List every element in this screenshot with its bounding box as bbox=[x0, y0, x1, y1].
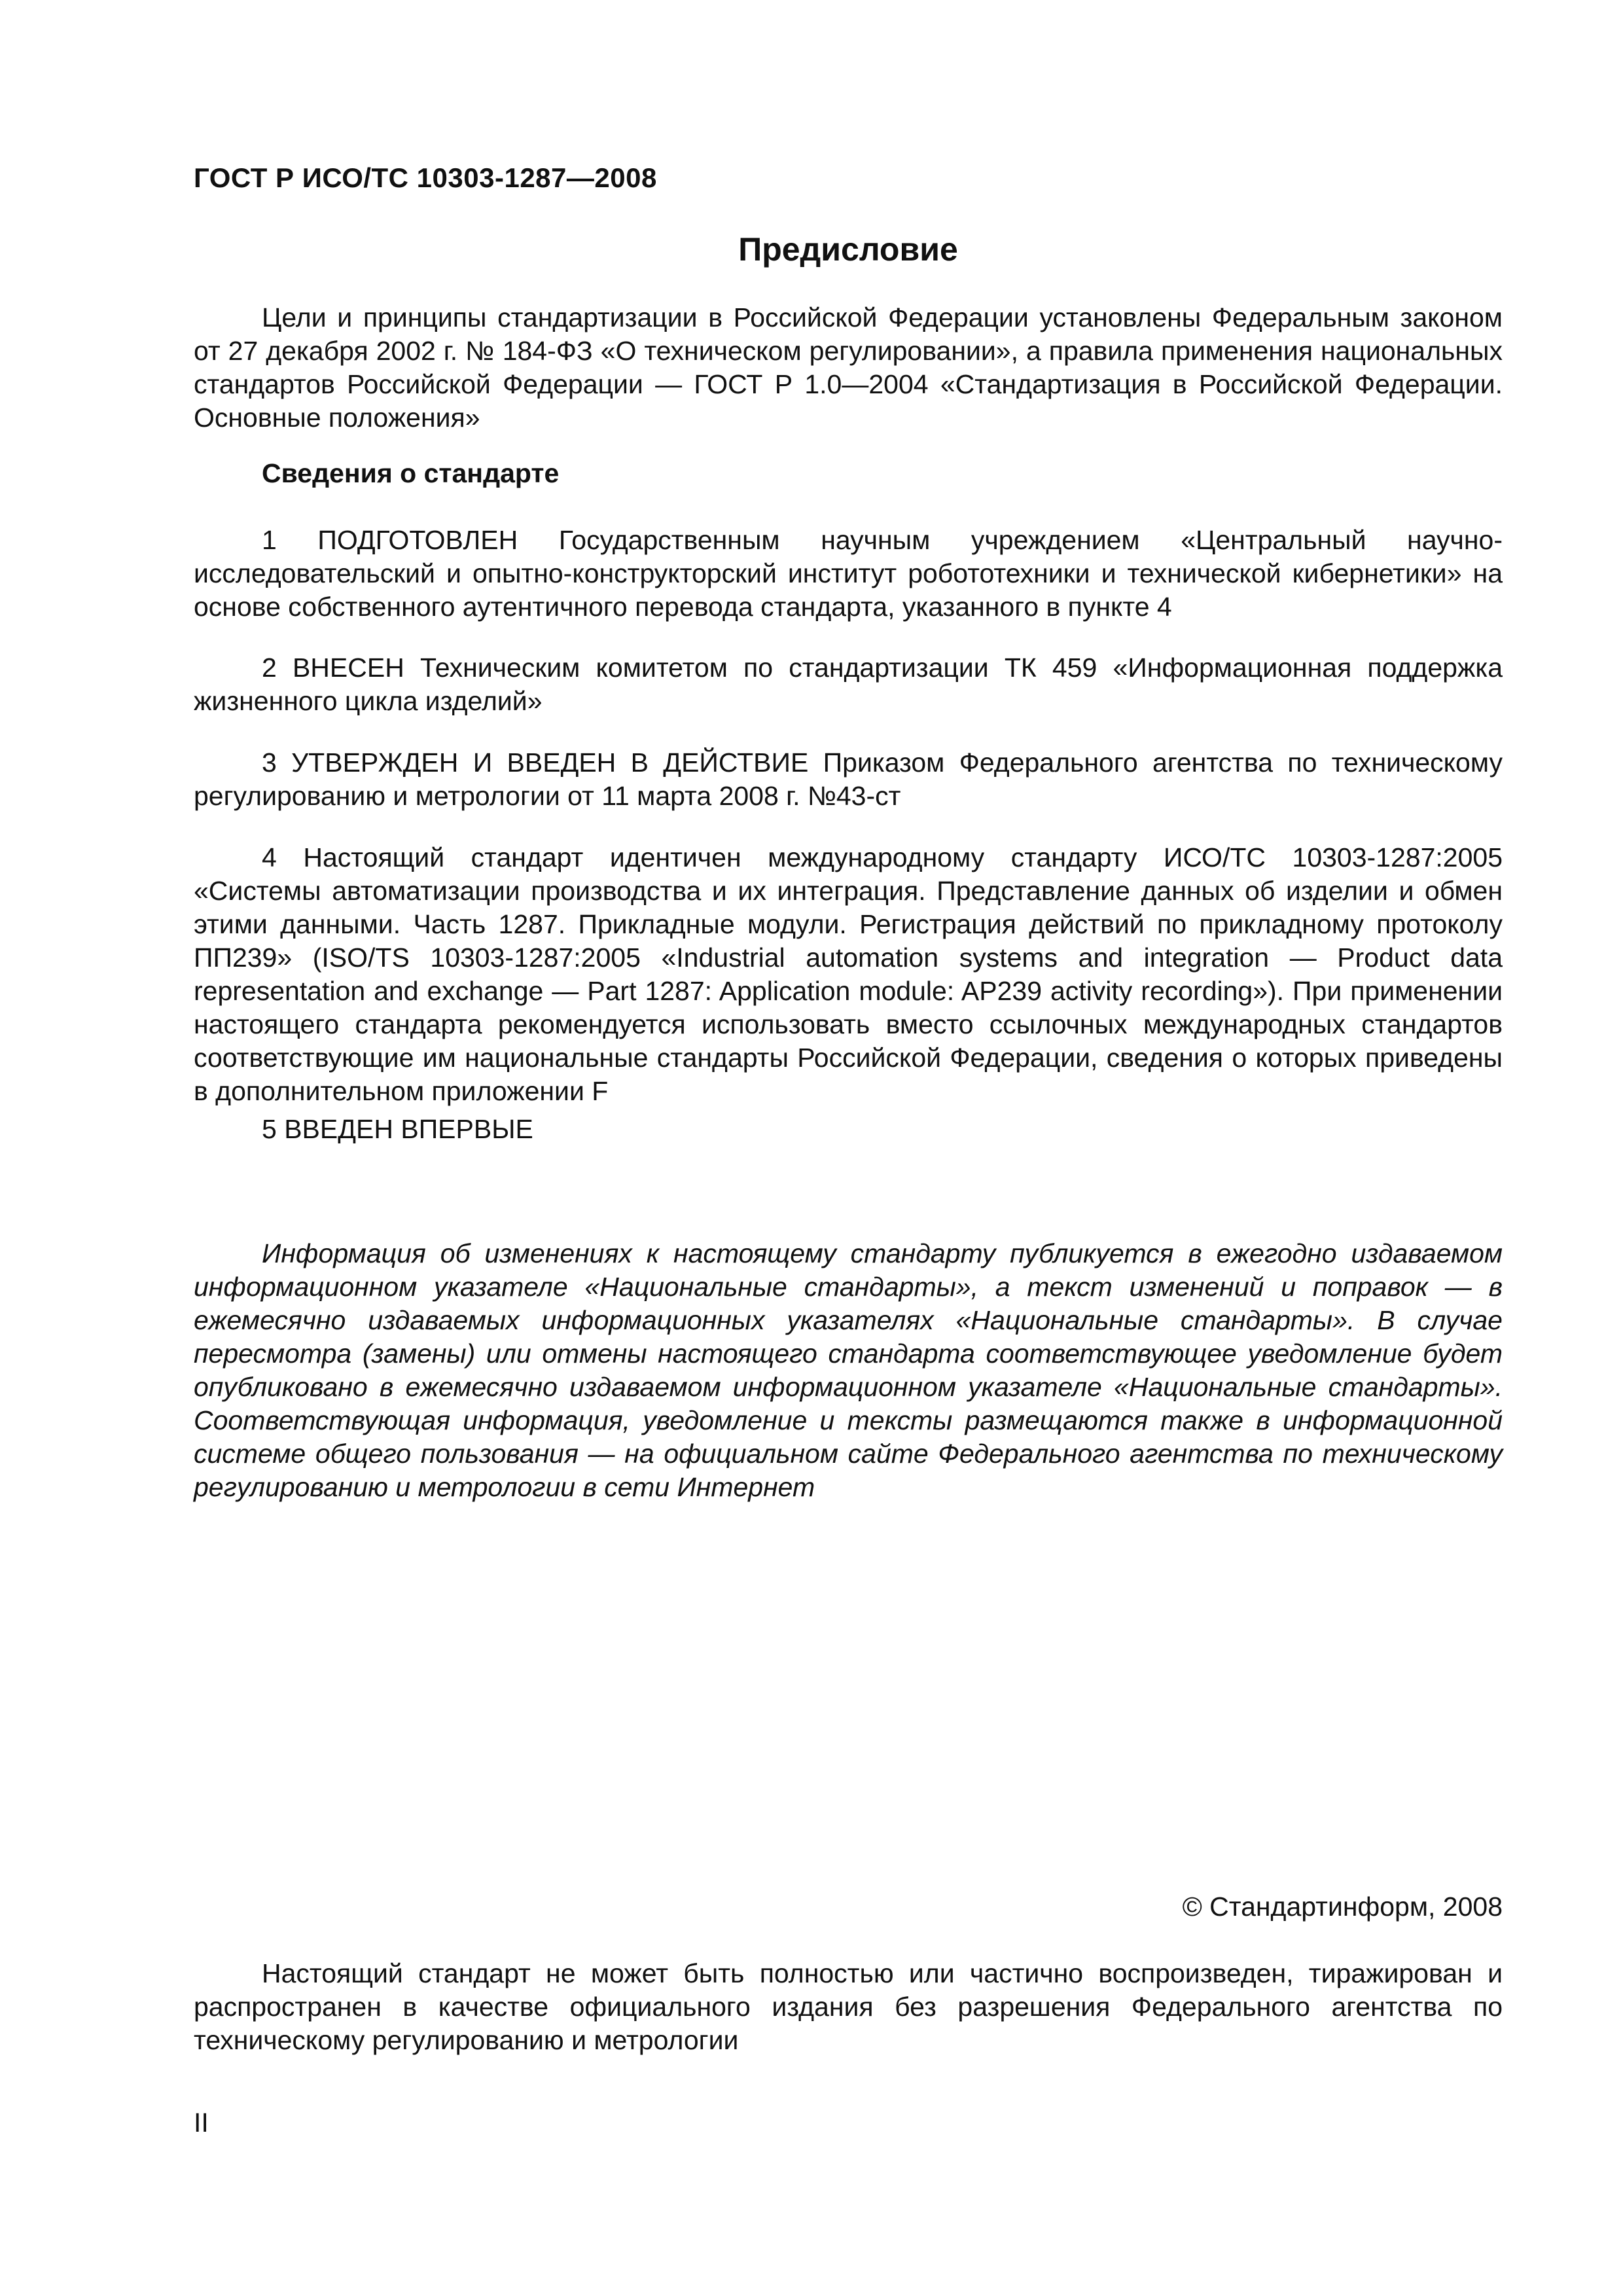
intro-paragraph: Цели и принципы стандартизации в Российской Федерации установлены Федеральным законом от 27 декабря 2002 г. № 184-ФЗ «О техническом регулировании», а правила применения национальных стандартов Российской Федерации — ГОСТ Р 1.0—2004 «Стандартизация в Российской Федерации. Основные положения» bbox=[194, 302, 1503, 433]
page-number: II bbox=[194, 2108, 209, 2138]
item-3-paragraph: 3 УТВЕРЖДЕН И ВВЕДЕН В ДЕЙСТВИЕ Приказом Федерального агентства по техническому регулированию и метрологии от 11 марта 2008 г. №43-ст bbox=[194, 747, 1503, 811]
section-subheading: Сведения о стандарте bbox=[262, 458, 560, 488]
item-1-paragraph: 1 ПОДГОТОВЛЕН Государственным научным учреждением «Центральный научно-исследовательский и опытно-конструкторский институт робототехники и технической кибернетики» на основе собственного аутентичного перевода стандарта, указанного в пункте 4 bbox=[194, 525, 1503, 622]
copyright-line: © Стандартинформ, 2008 bbox=[1182, 1892, 1503, 1922]
amendments-notice: Информация об изменениях к настоящему стандарту публикуется в ежегодно издаваемом информационном указателе «Национальные стандарты», а текст изменений и поправок — в ежемесячно издаваемых информационных указателях «Национальные стандарты». В случае пересмотра (замены) или отмены настоящего стандарта соответствующее уведомление будет опубликовано в ежемесячно издаваемом информационном указателе «Национальные стандарты». Соответствующая информация, уведомление и тексты размещаются также в информационной системе общего пользования — на официальном сайте Федерального агентства по техническому регулированию и метрологии в сети Интернет bbox=[194, 1238, 1503, 1502]
item-4-paragraph: 4 Настоящий стандарт идентичен международному стандарту ИСО/ТС 10303-1287:2005 «Системы автоматизации производства и их интеграция. Представление данных об изделии и обмен этими данными. Часть 1287. Прикладные модули. Регистрация действий по прикладному протоколу ПП239» (ISO/TS 10303-1287:2005 «Industrial automation systems and integration — Product data representation and exchange — Part 1287: Application module: AP239 activity recording»). При применении настоящего стандарта рекомендуется использовать вместо ссылочных международных стандартов соответствующие им национальные стандарты Российской Федерации, сведения о которых приведены в дополнительном приложении F bbox=[194, 842, 1503, 1106]
page-title: Предисловие bbox=[738, 231, 958, 268]
document-code: ГОСТ Р ИСО/ТС 10303-1287—2008 bbox=[194, 162, 657, 193]
item-5-paragraph: 5 ВВЕДЕН ВПЕРВЫЕ bbox=[262, 1114, 533, 1144]
reproduction-notice: Настоящий стандарт не может быть полностью или частично воспроизведен, тиражирован и распространен в качестве официального издания без разрешения Федерального агентства по техническому регулированию и метрологии bbox=[194, 1958, 1503, 2055]
document-page bbox=[194, 0, 1503, 2296]
item-2-paragraph: 2 ВНЕСЕН Техническим комитетом по стандартизации ТК 459 «Информационная поддержка жизненного цикла изделий» bbox=[194, 653, 1503, 716]
